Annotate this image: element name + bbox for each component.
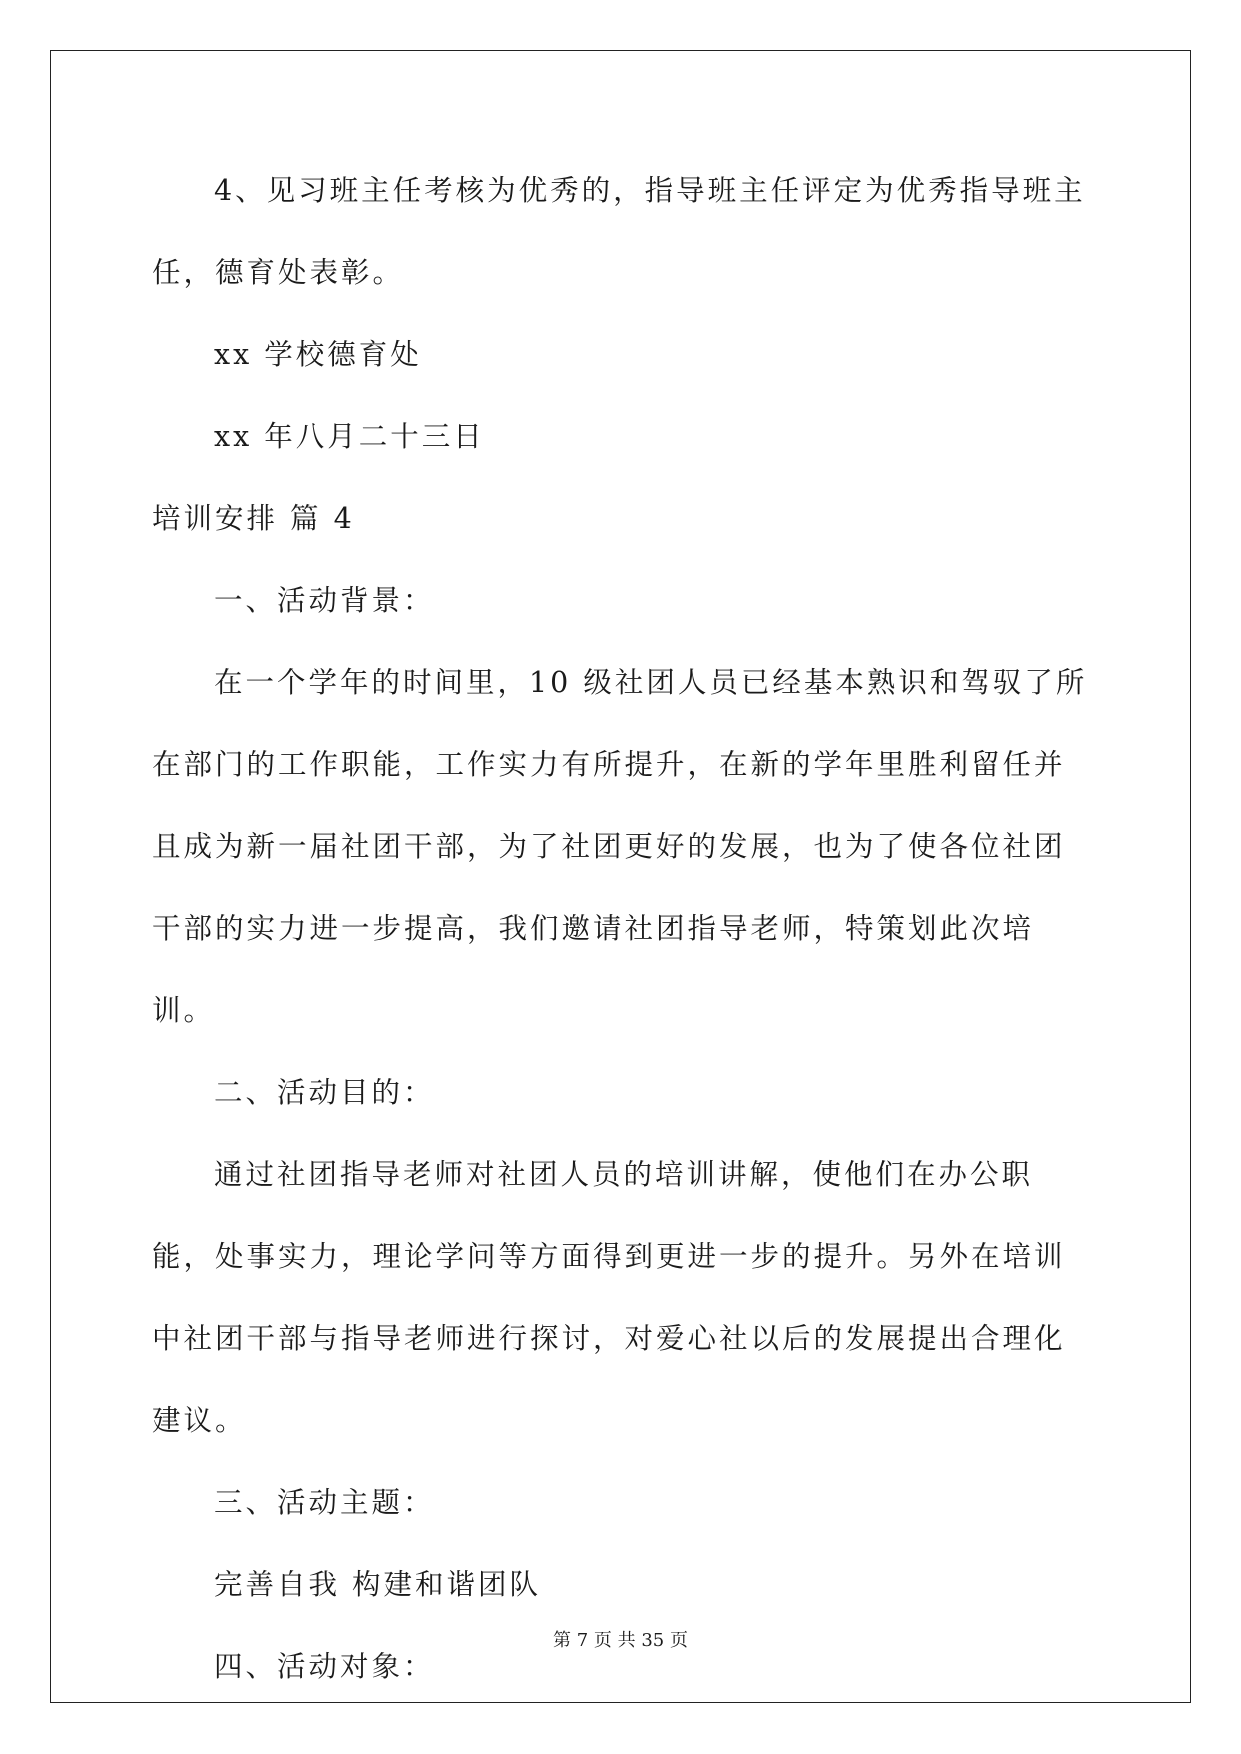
paragraph-commendation: 4、见习班主任考核为优秀的，指导班主任评定为优秀指导班主任，德育处表彰。 <box>152 174 1086 289</box>
page-number: 第 7 页 共 35 页 <box>553 1630 688 1651</box>
heading-audience: 四、活动对象： <box>214 1650 435 1683</box>
paragraph-background: 在一个学年的时间里，10 级社团人员已经基本熟识和驾驭了所在部门的工作职能，工作实力有所提升，在新的学年里胜利留任并且成为新一届社团干部，为了社团更好的发展，也为了使各位社团干部的实力进一步提高，我们邀请社团指导老师，特策划此次培训。 <box>152 666 1088 1027</box>
paragraph-theme: 完善自我 构建和谐团队 <box>214 1568 542 1601</box>
heading-theme: 三、活动主题： <box>214 1486 435 1519</box>
paragraph-purpose: 通过社团指导老师对社团人员的培训讲解，使他们在办公职能，处事实力，理论学问等方面得到更进一步的提升。另外在培训中社团干部与指导老师进行探讨，对爱心社以后的发展提出合理化建议。 <box>152 1158 1066 1437</box>
paragraph-issuer: xx 学校德育处 <box>214 338 422 371</box>
paragraph-date: xx 年八月二十三日 <box>214 420 485 453</box>
heading-background: 一、活动背景： <box>214 584 435 617</box>
document-body <box>152 150 1092 1708</box>
heading-purpose: 二、活动目的： <box>214 1076 435 1109</box>
section-heading: 培训安排 篇 4 <box>152 502 355 535</box>
